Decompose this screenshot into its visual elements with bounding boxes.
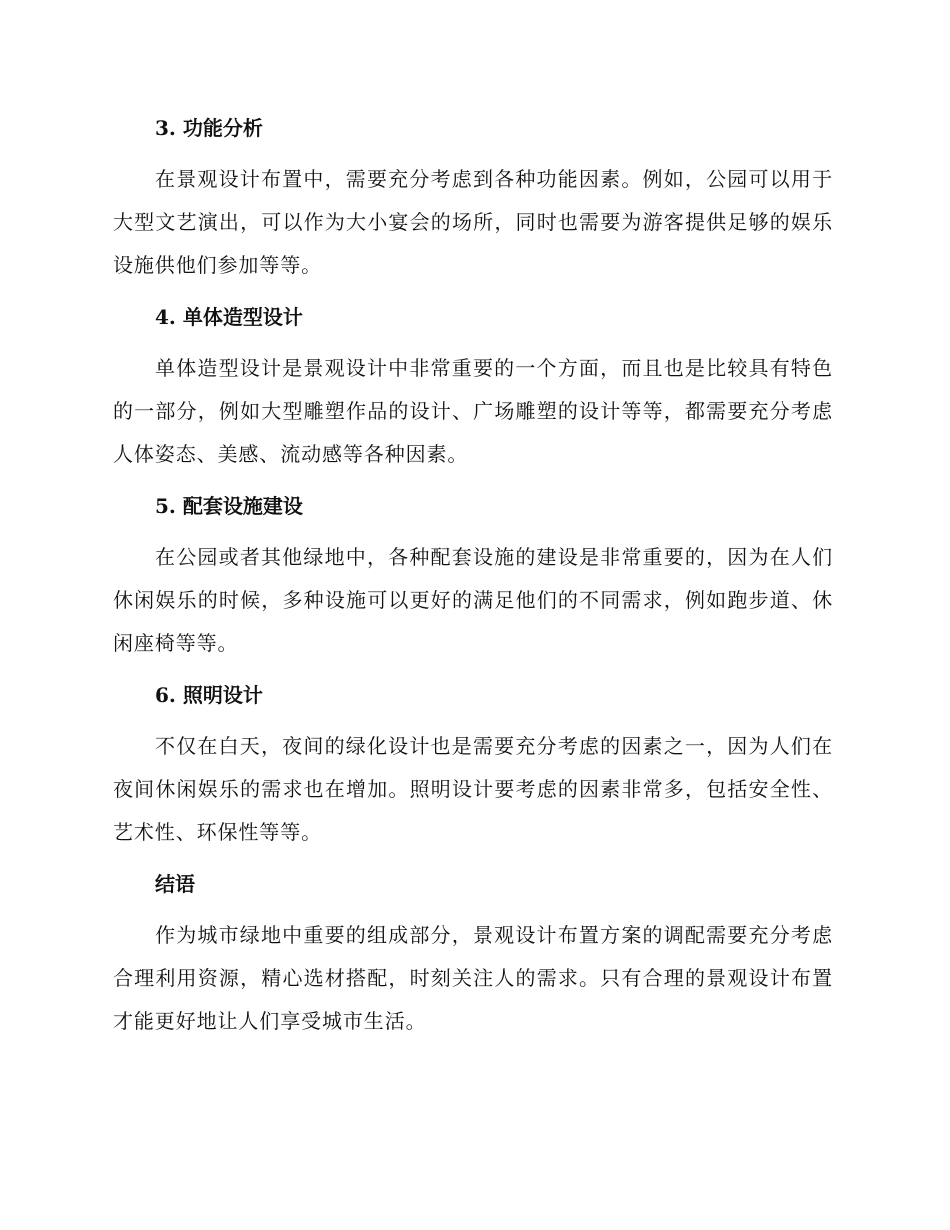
section-heading: 3. 功能分析 [155,116,263,140]
section-paragraph: 不仅在白天，夜间的绿化设计也是需要充分考虑的因素之一，因为人们在夜间休闲娱乐的需求也在增加。照明设计要考虑的因素非常多，包括安全性、艺术性、环保性等等。 [113,734,833,844]
section-heading: 6. 照明设计 [155,683,263,707]
section-paragraph: 在公园或者其他绿地中，各种配套设施的建设是非常重要的，因为在人们休闲娱乐的时候，多种设施可以更好的满足他们的不同需求，例如跑步道、休闲座椅等等。 [113,545,833,655]
section-function-analysis [113,108,833,287]
document-body [113,108,833,1043]
section-paragraph: 在景观设计布置中，需要充分考虑到各种功能因素。例如，公园可以用于大型文艺演出，可以作为大小宴会的场所，同时也需要为游客提供足够的娱乐设施供他们参加等等。 [113,167,833,277]
section-heading: 5. 配套设施建设 [155,494,303,518]
section-conclusion [113,864,833,1043]
section-supporting-facilities [113,486,833,665]
section-paragraph: 单体造型设计是景观设计中非常重要的一个方面，而且也是比较具有特色的一部分，例如大型雕塑作品的设计、广场雕塑的设计等等，都需要充分考虑人体姿态、美感、流动感等各种因素。 [113,356,833,466]
section-heading: 4. 单体造型设计 [155,305,303,329]
section-lighting-design [113,675,833,854]
section-heading: 结语 [155,872,195,896]
section-paragraph: 作为城市绿地中重要的组成部分，景观设计布置方案的调配需要充分考虑合理利用资源，精心选材搭配，时刻关注人的需求。只有合理的景观设计布置才能更好地让人们享受城市生活。 [113,923,833,1033]
section-single-form-design [113,297,833,476]
